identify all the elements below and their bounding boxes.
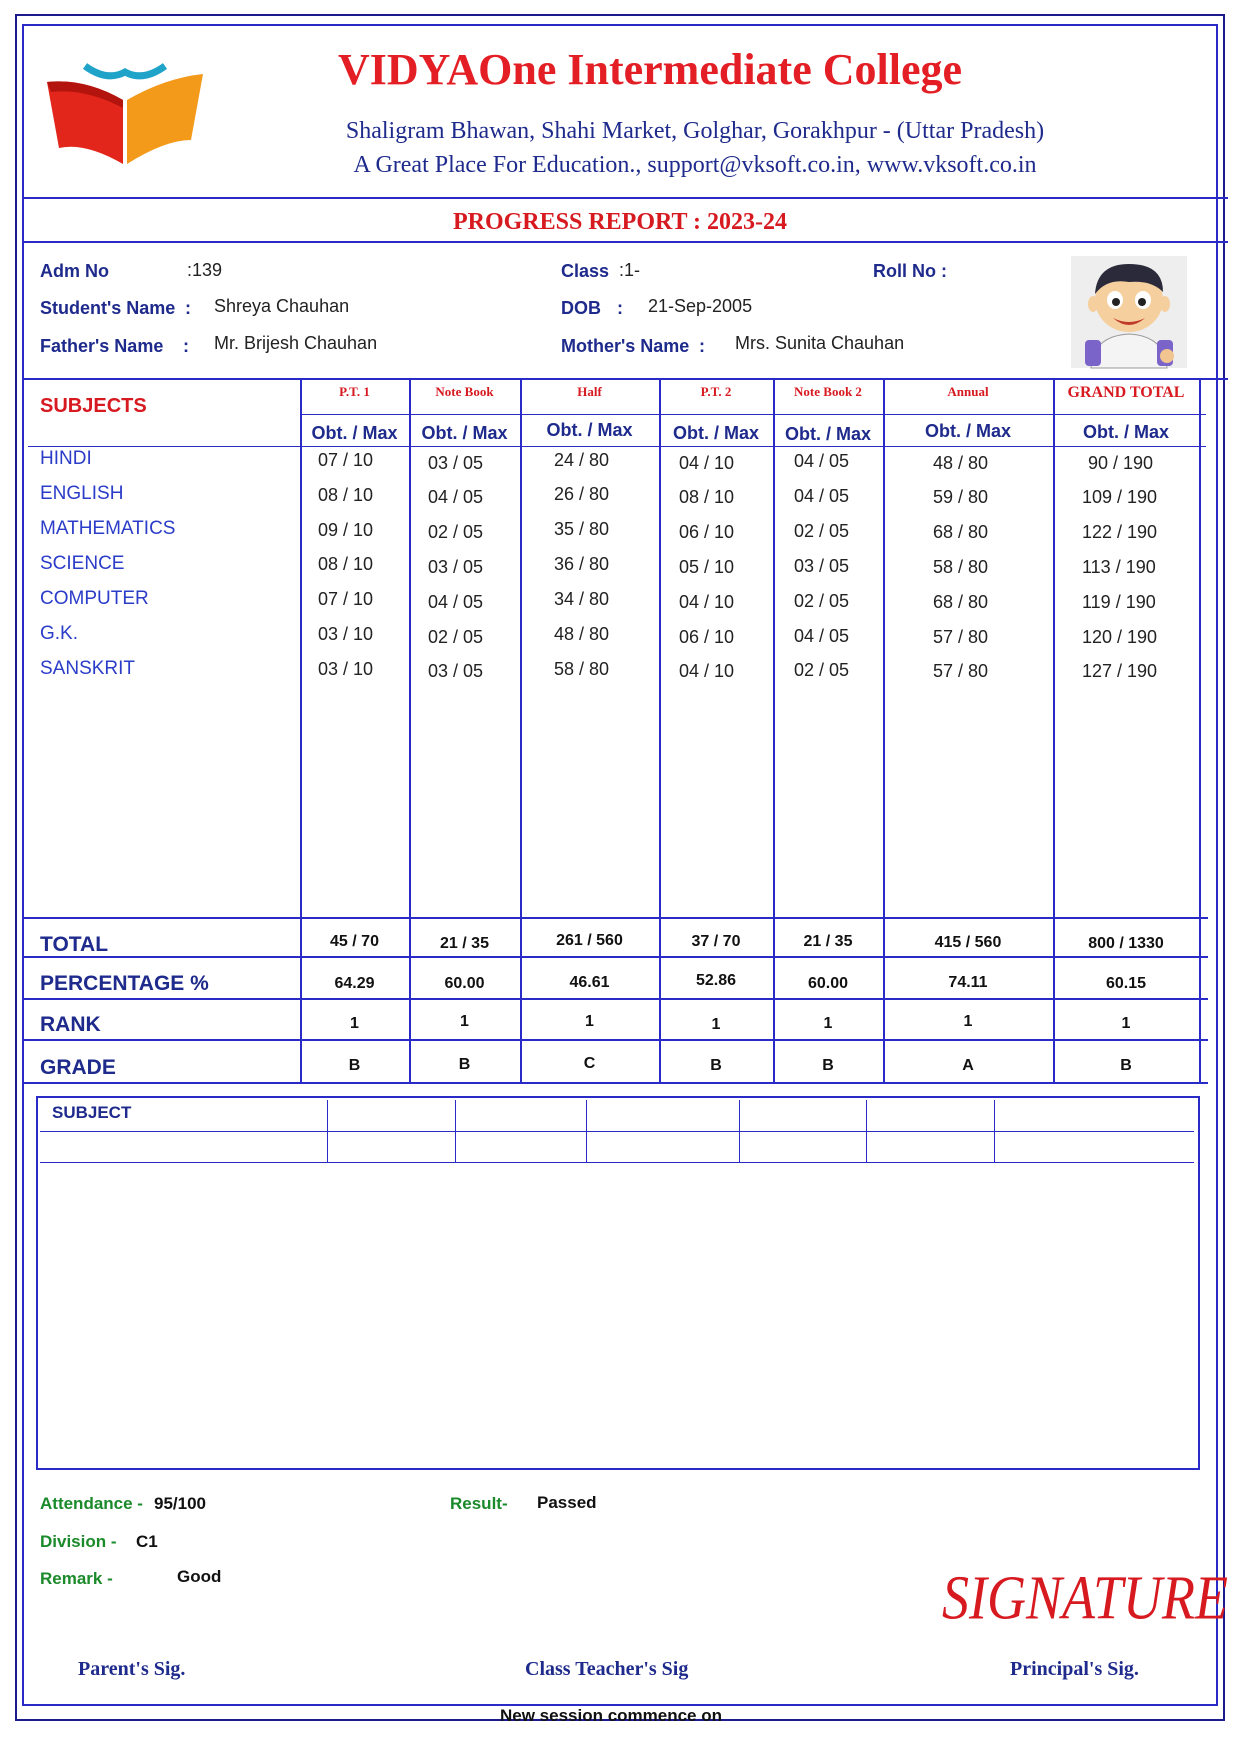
rank-cell: 1: [350, 1015, 359, 1032]
roll-no-label: Roll No :: [873, 261, 947, 281]
score-cell: 26 / 80: [554, 484, 610, 504]
cocurricular-row-line: [40, 1162, 1194, 1163]
subject-name: COMPUTER: [40, 588, 149, 609]
score-cell: 04 / 05: [794, 486, 850, 506]
score-cell: 127 / 190: [1082, 661, 1158, 681]
exam-header: Half: [577, 384, 602, 399]
signature-stamp: [942, 1560, 1228, 1640]
adm-no-label: Adm No: [40, 261, 109, 281]
grade-cell: A: [962, 1057, 974, 1074]
grade-cell: B: [348, 1057, 361, 1074]
subjects-header: SUBJECTS: [40, 395, 147, 417]
score-cell: 120 / 190: [1082, 627, 1158, 647]
cocurricular-col-line: [739, 1100, 740, 1162]
total-cell: 45 / 70: [330, 933, 379, 950]
table-row-divider: [22, 956, 1208, 958]
cocurricular-col-line: [586, 1100, 587, 1162]
cocurricular-col-line: [866, 1100, 867, 1162]
grade-cell: B: [710, 1057, 722, 1074]
total-cell: 37 / 70: [691, 933, 741, 950]
exam-header: Annual: [947, 384, 989, 399]
score-cell: 04 / 05: [428, 592, 484, 612]
parent-signature-label: Parent's Sig.: [78, 1658, 186, 1680]
score-cell: 109 / 190: [1082, 487, 1158, 507]
total-cell: 261 / 560: [556, 932, 623, 949]
subject-name: G.K.: [40, 623, 79, 644]
father-name-label: Father's Name: [40, 336, 164, 356]
score-cell: 90 / 190: [1088, 453, 1154, 473]
subject-name: SANSKRIT: [40, 658, 136, 679]
table-header-bottom: [28, 446, 1206, 447]
total-cell: 415 / 560: [934, 934, 1002, 951]
score-cell: 03 / 05: [794, 556, 850, 576]
class-value: :1-: [619, 260, 641, 280]
remark-value: Good: [177, 1567, 222, 1586]
exam-header: P.T. 2: [700, 384, 732, 399]
score-cell: 02 / 05: [428, 627, 484, 647]
score-cell: 04 / 05: [794, 451, 850, 471]
table-row-divider: [22, 998, 1208, 1000]
cocurricular-box: [36, 1096, 1200, 1470]
teacher-signature-label: Class Teacher's Sig: [525, 1658, 689, 1680]
colon: :: [617, 298, 623, 318]
score-cell: 04 / 05: [794, 626, 850, 646]
signature-text: SIGNATURE: [942, 1563, 1228, 1633]
grade-cell: B: [822, 1057, 834, 1074]
score-cell: 02 / 05: [794, 660, 850, 680]
score-cell: 07 / 10: [318, 450, 374, 470]
score-cell: 03 / 05: [428, 661, 484, 681]
score-cell: 58 / 80: [933, 557, 989, 577]
cocurricular-subject-header: SUBJECT: [52, 1103, 132, 1122]
score-cell: 08 / 10: [318, 485, 374, 505]
exam-header: P.T. 1: [339, 384, 370, 399]
total-cell: 800 / 1330: [1088, 935, 1164, 952]
percentage-cell: 46.61: [569, 974, 610, 991]
divider: [22, 241, 1228, 243]
student-photo: [1071, 256, 1187, 368]
score-cell: 03 / 05: [428, 557, 484, 577]
score-cell: 02 / 05: [794, 591, 850, 611]
obt-max-header: Obt. / Max: [924, 421, 1011, 441]
total-cell: 21 / 35: [803, 933, 853, 950]
score-cell: 68 / 80: [933, 592, 989, 612]
percentage-cell: 52.86: [695, 972, 737, 989]
score-cell: 07 / 10: [318, 589, 374, 609]
score-cell: 58 / 80: [554, 659, 610, 679]
college-name: VIDYAOne Intermediate College: [337, 45, 963, 94]
subject-name: MATHEMATICS: [40, 518, 176, 539]
score-cell: 119 / 190: [1082, 592, 1156, 612]
score-cell: 48 / 80: [933, 453, 989, 473]
table-header-divider: [300, 414, 1206, 415]
score-cell: 24 / 80: [554, 450, 610, 470]
colon: :: [183, 336, 189, 356]
table-top-border: [22, 378, 1228, 380]
obt-max-header: Obt. / Max: [1082, 422, 1169, 442]
total-label: TOTAL: [40, 933, 109, 956]
score-cell: 36 / 80: [554, 554, 610, 574]
student-name-value: Shreya Chauhan: [214, 296, 350, 316]
score-cell: 04 / 10: [679, 661, 735, 681]
score-cell: 08 / 10: [679, 487, 735, 507]
colon: :: [185, 298, 191, 318]
remark-label: Remark -: [40, 1569, 113, 1588]
subject-name: SCIENCE: [40, 553, 125, 574]
rank-label: RANK: [40, 1013, 101, 1036]
session-note: New session commence on: [499, 1706, 723, 1725]
dob-label: DOB: [561, 298, 601, 318]
score-cell: 68 / 80: [933, 522, 989, 542]
score-cell: 03 / 10: [318, 659, 374, 679]
score-cell: 05 / 10: [679, 557, 735, 577]
class-label: Class: [561, 261, 610, 281]
rank-cell: 1: [585, 1013, 594, 1030]
grade-cell: B: [458, 1056, 471, 1073]
score-cell: 59 / 80: [933, 487, 989, 507]
mother-name-value: Mrs. Sunita Chauhan: [735, 333, 905, 353]
obt-max-header: Obt. / Max: [672, 423, 759, 443]
percentage-cell: 64.29: [334, 975, 375, 992]
division-value: C1: [136, 1532, 158, 1551]
rank-cell: 1: [823, 1015, 833, 1032]
table-row-divider: [22, 1039, 1208, 1041]
grade-label: GRADE: [40, 1056, 116, 1079]
adm-no-value: :139: [187, 260, 223, 280]
score-cell: 06 / 10: [679, 627, 735, 647]
percentage-label: PERCENTAGE %: [40, 972, 209, 995]
score-cell: 57 / 80: [933, 661, 989, 681]
score-cell: 02 / 05: [794, 521, 850, 541]
college-tagline: A Great Place For Education., support@vksoft.co.in, www.vksoft.co.in: [353, 152, 1037, 178]
student-name-label: Student's Name: [40, 298, 176, 318]
result-value: Passed: [537, 1493, 597, 1512]
mother-name-label: Mother's Name: [561, 336, 690, 356]
total-cell: 21 / 35: [440, 935, 489, 952]
obt-max-header: Obt. / Max: [546, 420, 633, 440]
score-cell: 122 / 190: [1082, 522, 1158, 542]
percentage-cell: 60.00: [444, 975, 485, 992]
exam-header: GRAND TOTAL: [1067, 384, 1185, 401]
result-label: Result-: [450, 1494, 508, 1513]
cocurricular-col-line: [994, 1100, 995, 1162]
score-cell: 09 / 10: [318, 520, 374, 540]
score-cell: 04 / 10: [679, 453, 735, 473]
score-cell: 06 / 10: [679, 522, 735, 542]
subject-name: HINDI: [40, 448, 92, 469]
score-cell: 03 / 05: [428, 453, 484, 473]
dob-value: 21-Sep-2005: [648, 296, 753, 316]
score-cell: 02 / 05: [428, 522, 484, 542]
score-cell: 04 / 10: [679, 592, 735, 612]
division-label: Division -: [40, 1532, 117, 1551]
score-cell: 57 / 80: [933, 627, 989, 647]
rank-cell: 1: [1121, 1015, 1131, 1032]
marks-body: [0, 448, 1240, 918]
percentage-cell: 60.00: [807, 975, 849, 992]
colon: :: [699, 336, 705, 356]
rank-cell: 1: [711, 1016, 721, 1033]
score-cell: 03 / 10: [318, 624, 374, 644]
college-address: Shaligram Bhawan, Shahi Market, Golghar, Gorakhpur - (Uttar Pradesh): [345, 118, 1045, 144]
attendance-label: Attendance -: [40, 1494, 143, 1513]
obt-max-header: Obt. / Max: [421, 423, 508, 443]
principal-signature-label: Principal's Sig.: [1010, 1658, 1139, 1680]
score-cell: 04 / 05: [428, 487, 484, 507]
grade-cell: C: [583, 1055, 596, 1072]
rank-cell: 1: [963, 1013, 973, 1030]
father-name-value: Mr. Brijesh Chauhan: [214, 333, 378, 353]
divider: [22, 197, 1228, 199]
cocurricular-col-line: [327, 1100, 328, 1162]
score-cell: 113 / 190: [1082, 557, 1156, 577]
score-cell: 34 / 80: [554, 589, 610, 609]
obt-max-header: Obt. / Max: [311, 423, 398, 443]
grade-cell: B: [1120, 1057, 1132, 1074]
percentage-cell: 74.11: [948, 974, 988, 991]
cocurricular-row-line: [40, 1131, 1194, 1132]
table-bottom-border: [22, 1082, 1208, 1084]
obt-max-header: Obt. / Max: [784, 424, 871, 444]
attendance-value: 95/100: [154, 1494, 206, 1513]
percentage-cell: 60.15: [1105, 975, 1147, 992]
cocurricular-col-line: [455, 1100, 456, 1162]
score-cell: 48 / 80: [554, 624, 610, 644]
exam-header: Note Book: [435, 384, 494, 399]
score-cell: 08 / 10: [318, 554, 374, 574]
exam-header: Note Book 2: [794, 384, 862, 399]
report-title: PROGRESS REPORT : 2023-24: [452, 209, 788, 235]
score-cell: 35 / 80: [554, 519, 610, 539]
subject-name: ENGLISH: [40, 483, 124, 504]
rank-cell: 1: [460, 1013, 469, 1030]
